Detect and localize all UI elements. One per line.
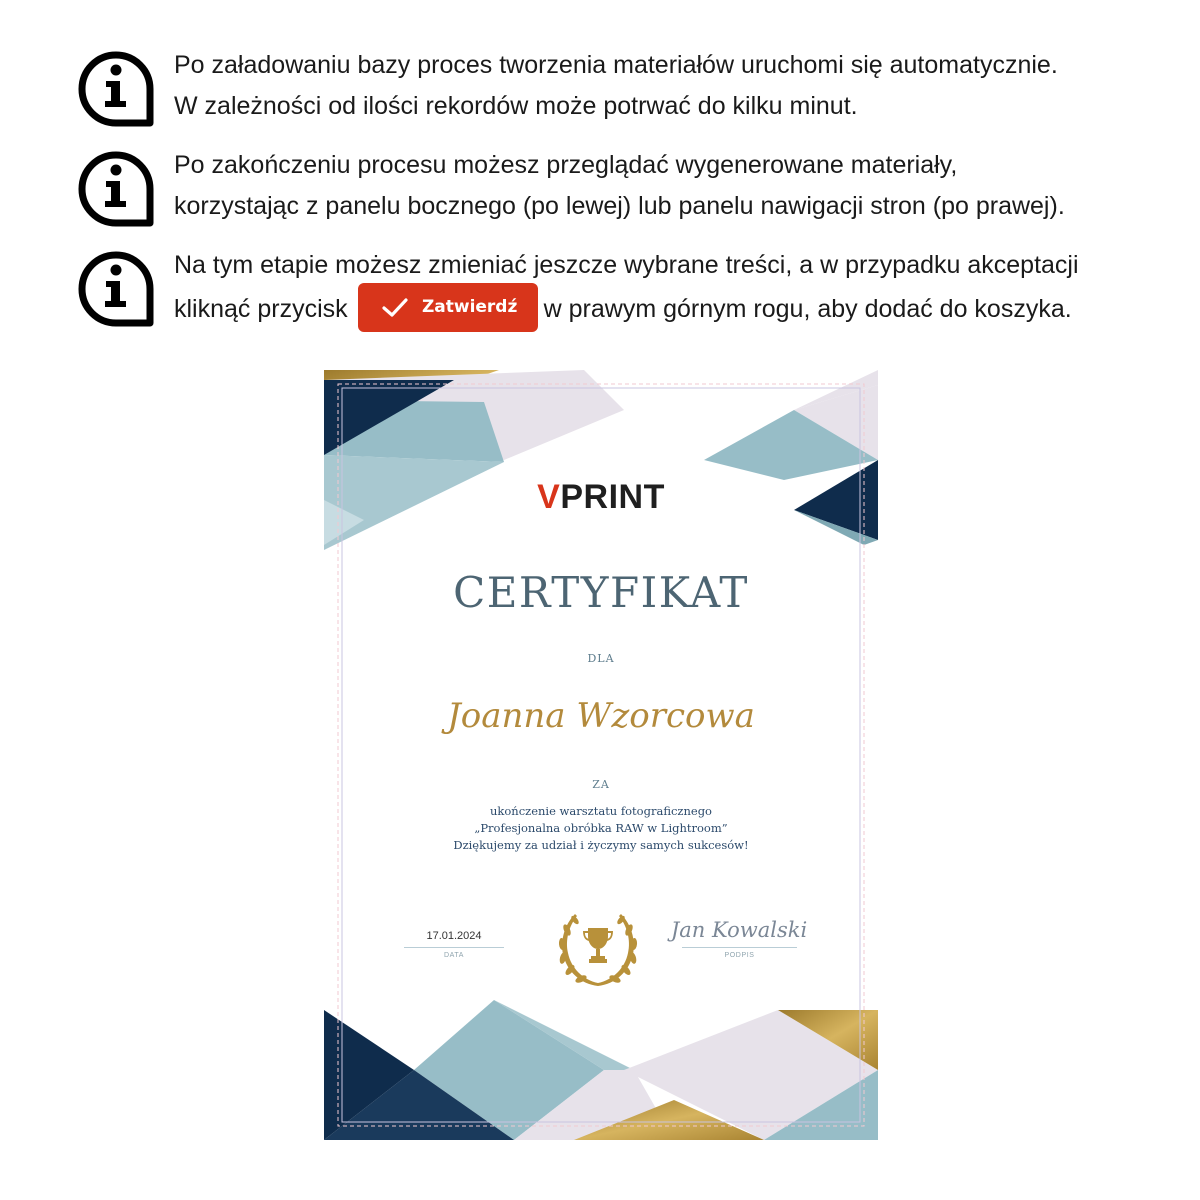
for-label: DLA <box>587 652 615 665</box>
info-text-line: Na tym etapie możesz zmieniać jeszcze wybrane treści, a w przypadku akceptacji <box>174 251 1079 279</box>
signature-label: PODPIS <box>724 952 755 959</box>
info-text-line: korzystając z panelu bocznego (po lewej) lub panelu nawigacji stron (po prawej). <box>174 192 1065 220</box>
info-row-3 <box>78 245 1178 335</box>
logo-text: PRINT <box>560 478 665 516</box>
info-text-line: W zależności od ilości rekordów może potrwać do kilku minut. <box>174 92 858 120</box>
reason-label: ZA <box>592 778 610 791</box>
info-text-line: Po załadowaniu bazy proces tworzenia materiałów uruchomi się automatycznie. <box>174 51 1058 79</box>
confirm-button[interactable] <box>358 283 538 332</box>
certificate-preview <box>324 370 878 1140</box>
checkmark-icon <box>382 298 408 318</box>
date-value: 17.01.2024 <box>426 930 482 942</box>
date-line <box>404 947 504 948</box>
body-line: ukończenie warsztatu fotograficznego <box>490 804 712 818</box>
signature-line <box>682 947 797 948</box>
info-icon <box>78 245 154 327</box>
info-text-3 <box>174 245 1079 327</box>
trophy-icon <box>581 926 615 966</box>
confirm-button-label: Zatwierdź <box>421 297 518 317</box>
info-text-1 <box>174 45 1058 127</box>
body-line: „Profesjonalna obróbka RAW w Lightroom” <box>474 821 728 835</box>
info-text-line-with-button <box>174 286 1079 327</box>
info-text-before-button: kliknąć przycisk <box>174 295 348 324</box>
vprint-logo <box>324 478 878 517</box>
recipient-name: Joanna Wzorcowa <box>447 696 755 736</box>
info-text-after-button: w prawym górnym rogu, aby dodać do koszyka. <box>543 295 1072 324</box>
info-text-2 <box>174 145 1065 227</box>
info-icon <box>78 145 154 227</box>
info-icon <box>78 45 154 127</box>
logo-v: V <box>537 478 561 516</box>
signature: Jan Kowalski <box>670 918 808 942</box>
info-row-2 <box>78 145 1178 235</box>
info-text-line: Po zakończeniu procesu możesz przeglądać wygenerowane materiały, <box>174 151 958 179</box>
info-row-1 <box>78 45 1178 135</box>
date-label: DATA <box>443 952 465 959</box>
certificate-title: CERTYFIKAT <box>453 568 749 617</box>
body-line: Dziękujemy za udział i życzymy samych sukcesów! <box>453 838 749 852</box>
certificate-body <box>324 803 878 854</box>
